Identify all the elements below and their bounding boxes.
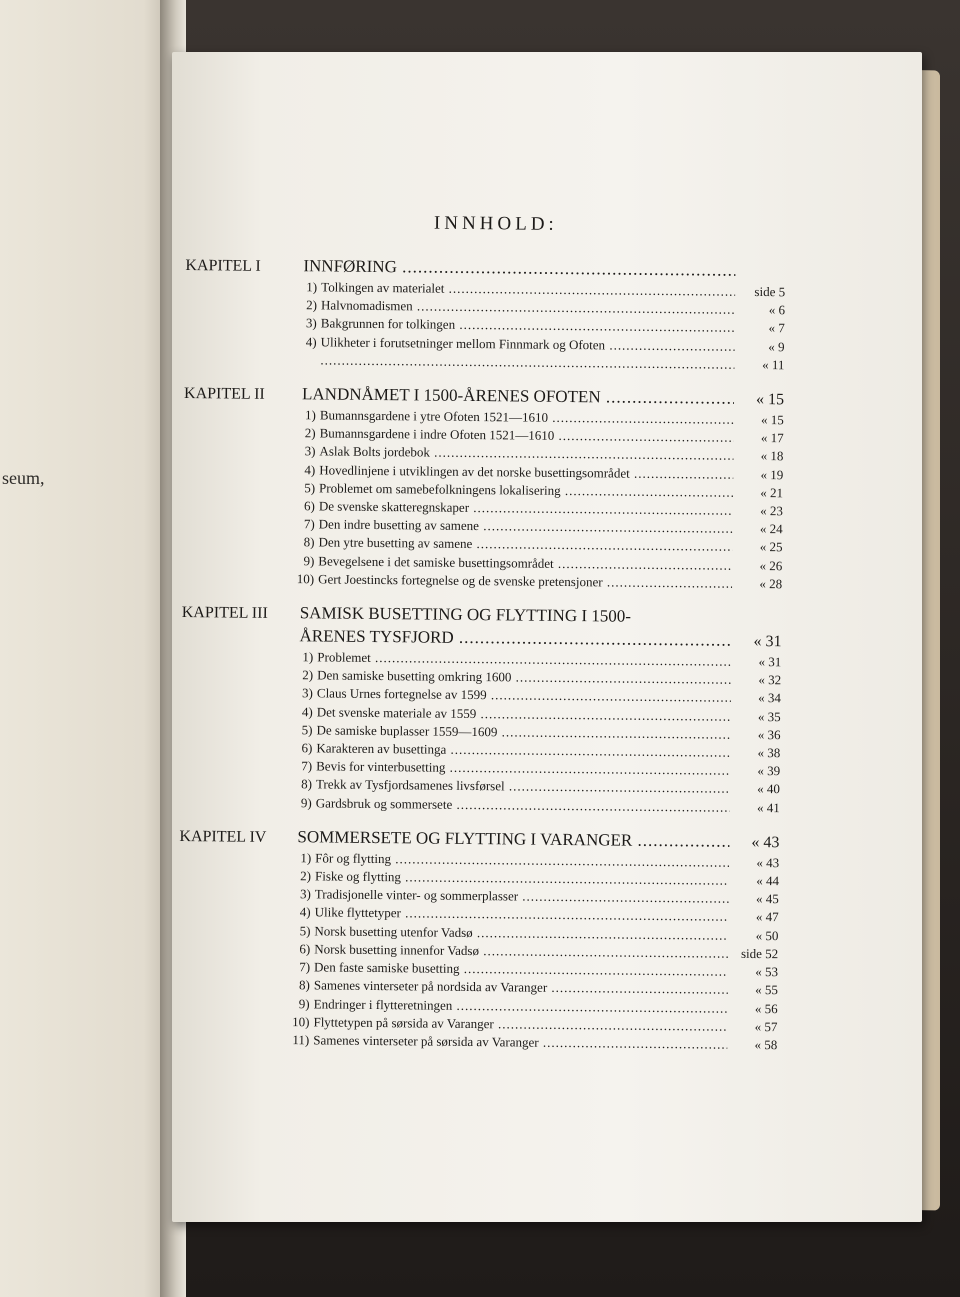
entry-title: Bevegelsene i det samiske busettingsområdet ..... <box>318 552 732 575</box>
left-page-text-fragment: seum, <box>2 468 45 488</box>
entry-number: 6) <box>303 498 315 514</box>
chapter-page: « 31 <box>753 633 782 651</box>
entry-title: Ulikheter i forutsetninger mellom Finnmark og Ofoten ..... <box>321 333 735 356</box>
chapter <box>180 601 782 817</box>
entry-number: 9) <box>298 995 310 1011</box>
chapter <box>182 382 784 593</box>
entry-page: side 5 <box>754 283 786 300</box>
entry-number: 3) <box>299 886 311 902</box>
entry-number: 9) <box>303 552 315 569</box>
entry-number: 1) <box>304 407 316 423</box>
entry-number: 4) <box>304 461 316 477</box>
entry-title: Hovedlinjene i utviklingen av det norske busettingsområdet ..... <box>319 461 733 484</box>
entry-page: « 53 <box>755 964 779 980</box>
entry-title: Den ytre busetting av samene ..... <box>318 534 732 557</box>
entry-number: 4) <box>305 333 317 349</box>
entry-title: Norsk busetting innenfor Vadsø ..... <box>314 940 728 963</box>
entry-page: « 18 <box>760 448 784 464</box>
entry-page: « 38 <box>757 745 781 761</box>
entry-title: Tolkingen av materialet ..... <box>321 278 735 301</box>
entry-page: « 23 <box>760 503 783 519</box>
chapter-title: LANDNÅMET I 1500-ÅRENES OFOTEN ..... <box>302 383 734 410</box>
entry-title <box>320 351 734 374</box>
chapter-page: « 43 <box>751 833 780 852</box>
entry-title: Ulike flyttetyper ..... <box>315 904 729 927</box>
entry-title: De samiske buplasser 1559—1609 ..... <box>316 721 730 744</box>
chapter-heading <box>184 382 784 411</box>
entry-page: « 24 <box>759 521 783 537</box>
entry-title: Den samiske busetting omkring 1600 ..... <box>317 667 731 690</box>
entry-title: Bumannsgardene i ytre Ofoten 1521—1610 ..... <box>320 406 734 429</box>
entry-number: 9) <box>300 794 312 811</box>
entry-page: « 55 <box>755 982 778 998</box>
entry-title: Problemet ..... <box>317 648 731 671</box>
entry-page: « 32 <box>758 672 782 688</box>
entry-title: Den indre busetting av samene ..... <box>319 516 733 539</box>
entry-number: 2) <box>306 297 318 313</box>
left-page <box>0 0 180 1297</box>
entry-title: Samenes vinterseter på sørsida av Varanger ..... <box>313 1031 727 1054</box>
entry-number: 8) <box>298 977 310 993</box>
entry-page: « 50 <box>755 927 779 943</box>
entry-number: 11) <box>292 1032 310 1048</box>
entry-page: « 31 <box>758 654 782 670</box>
entry-title: Den faste samiske busetting ..... <box>314 958 728 981</box>
chapter-label: KAPITEL II <box>183 385 265 403</box>
entry-page: « 7 <box>768 320 785 336</box>
entry-title: Fôr og flytting ..... <box>315 849 729 872</box>
toc-entry <box>282 570 782 593</box>
chapter-label: KAPITEL I <box>185 256 261 275</box>
entry-number: 6) <box>299 941 311 957</box>
entry-page: « 57 <box>754 1018 778 1034</box>
entry-page: « 9 <box>768 338 785 354</box>
entry-page: « 25 <box>759 539 783 555</box>
toc-entry <box>277 1031 777 1054</box>
entry-page: « 19 <box>760 466 784 482</box>
toc-entry <box>284 351 784 374</box>
chapter-heading <box>179 825 779 854</box>
chapter <box>184 254 785 374</box>
entry-title: Endringer i flytteretningen ..... <box>314 995 728 1018</box>
entry-title: Fiske og flytting ..... <box>315 867 729 890</box>
chapter-title: SAMISK BUSETTING OG FLYTTING I 1500- <box>299 603 632 626</box>
entry-number: 1) <box>302 649 314 665</box>
entry-title: Problemet om samebefolkningens lokalisering ..... <box>319 479 733 502</box>
chapter-label: KAPITEL IV <box>179 827 267 846</box>
entry-page: « 28 <box>759 575 783 592</box>
chapter <box>177 825 779 1055</box>
entry-number: 5) <box>299 922 311 939</box>
entry-number: 7) <box>299 959 311 975</box>
entry-number: 2) <box>304 425 316 441</box>
entry-number: 3) <box>302 685 314 701</box>
entry-number: 1) <box>306 279 318 295</box>
chapter-title-continued: ÅRENES TYSFJORD ..... <box>299 625 731 652</box>
entry-title: Karakteren av busettinga ..... <box>316 739 730 762</box>
entry-number: 7) <box>303 516 315 532</box>
entry-page: « 45 <box>755 891 779 907</box>
entry-page: « 11 <box>762 356 785 373</box>
entry-title: De svenske skatteregnskaper ..... <box>319 497 733 520</box>
chapter-list <box>177 254 785 1054</box>
entry-page: « 6 <box>768 302 786 318</box>
entry-title: Tradisjonelle vinter- og sommerplasser ..... <box>315 886 729 909</box>
toc-title: INNHOLD: <box>433 212 558 235</box>
entry-number: 8) <box>301 776 313 792</box>
entry-number: 1) <box>300 850 312 866</box>
entry-title: Bumannsgardene i indre Ofoten 1521—1610 ..... <box>320 425 734 448</box>
entry-number: 6) <box>301 740 313 756</box>
entry-number: 3) <box>305 315 317 331</box>
entry-page: « 56 <box>754 1000 778 1016</box>
entry-title: Gert Joestincks fortegnelse og de svenske pretensjoner ..... <box>318 570 732 593</box>
entry-title: Det svenske materiale av 1559 ..... <box>317 703 731 726</box>
entry-page: « 47 <box>755 909 779 925</box>
entry-page: « 39 <box>757 763 781 779</box>
entry-title: Aslak Bolts jordebok ..... <box>319 443 733 466</box>
chapter-title: INNFØRING ..... <box>303 255 735 282</box>
entry-number: 5) <box>304 480 316 496</box>
entry-title: Gardsbruk og sommersete ..... <box>316 794 730 817</box>
entry-number: 2) <box>302 667 314 683</box>
entry-number: 4) <box>301 703 313 720</box>
entry-number: 2) <box>300 868 312 884</box>
entry-page: « 15 <box>761 412 784 428</box>
entry-page: side 52 <box>740 945 779 962</box>
chapter-heading <box>182 601 782 630</box>
entry-page: « 21 <box>760 484 784 501</box>
entry-number: 10) <box>296 571 315 587</box>
entry-page: « 44 <box>756 873 780 889</box>
chapter-page: « 15 <box>755 390 785 409</box>
entry-page: « 58 <box>754 1036 778 1053</box>
toc-entry <box>280 794 780 817</box>
entry-number: 10) <box>292 1013 310 1030</box>
entry-number: 5) <box>301 722 313 738</box>
entry-page: « 40 <box>757 781 781 797</box>
entry-title: Trekk av Tysfjordsamenes livsførsel ..... <box>316 776 730 799</box>
entry-title: Claus Urnes fortegnelse av 1599 ..... <box>317 685 731 708</box>
entry-number: 3) <box>304 443 316 459</box>
entry-page: « 36 <box>757 726 781 743</box>
entry-title: Norsk busetting utenfor Vadsø ..... <box>314 922 728 945</box>
entry-page: « 43 <box>756 854 780 871</box>
entry-page: « 35 <box>757 708 781 724</box>
entry-number: 4) <box>299 904 311 920</box>
entry-title: Flyttetypen på sørsida av Varanger ..... <box>313 1013 727 1036</box>
chapter-page <box>735 276 785 277</box>
entry-title: Bevis for vinterbusetting ..... <box>316 758 730 781</box>
entry-number: 7) <box>301 758 313 774</box>
table-of-contents <box>177 210 786 1068</box>
chapter-label: KAPITEL III <box>181 604 268 622</box>
entry-page: « 17 <box>760 430 784 446</box>
entry-title: Halvnomadismen ..... <box>321 297 735 320</box>
entry-page: « 41 <box>756 799 780 815</box>
entry-number: 8) <box>303 534 315 550</box>
chapter-title: SOMMERSETE OG FLYTTING I VARANGER ..... <box>297 826 729 853</box>
chapter-heading <box>185 254 785 283</box>
entry-page: « 26 <box>759 557 783 573</box>
entry-title: Bakgrunnen for tolkingen ..... <box>321 315 735 338</box>
entry-page: « 34 <box>758 690 781 706</box>
entry-title: Samenes vinterseter på nordsida av Varanger ..... <box>314 977 728 1000</box>
